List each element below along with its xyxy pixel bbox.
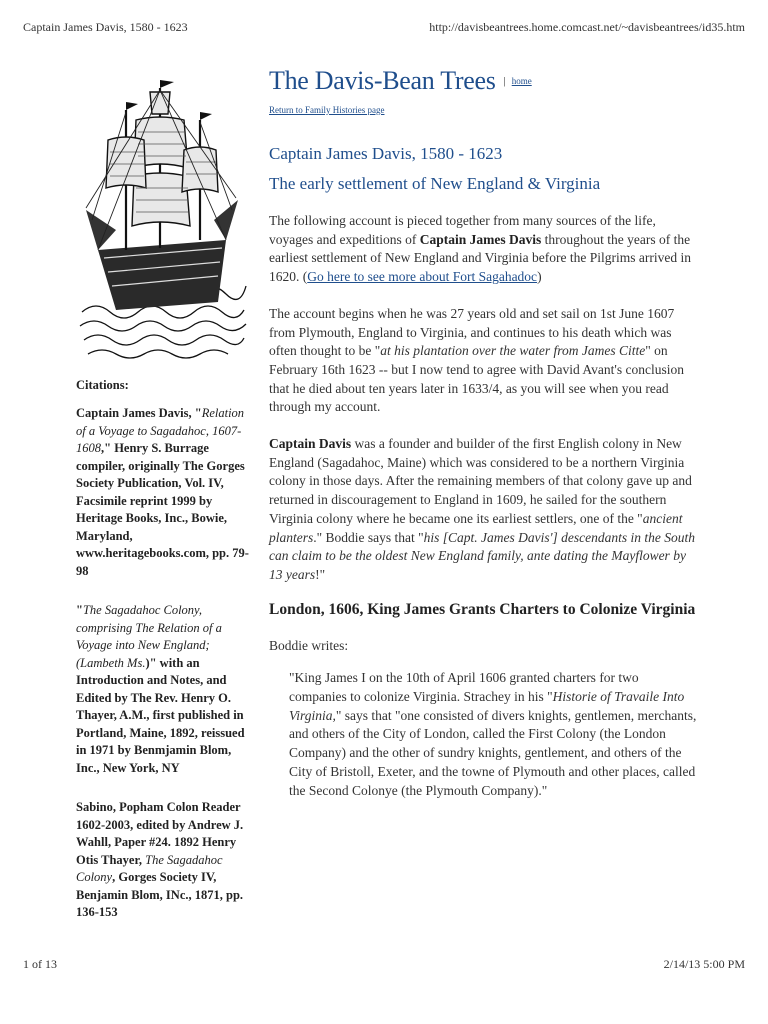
site-title: The Davis-Bean Trees bbox=[269, 66, 496, 95]
ancient-planters-italic: ancient planters bbox=[269, 510, 683, 545]
page-count: 1 of 13 bbox=[23, 957, 57, 971]
intro-text-a: The following account is pieced together from many sources of the life, voyages and expeditions of bbox=[269, 213, 656, 247]
citation-burrage-title: Relation of a Voyage to Sagadahoc, 1607-1608 bbox=[76, 406, 245, 455]
sailing-ship-woodcut-image bbox=[76, 80, 248, 364]
intro-name-bold: Captain James Davis bbox=[419, 231, 542, 247]
intro-text-c: ) bbox=[537, 269, 542, 285]
quote-text-b: " says that "one consisted of divers knights, gentlemen, merchants, and others of the City of London, called the First Colony (the London Company) and the other of sundry knights, gentlement, and others of the City of Bristoll, Exeter, and the towne of Plymouth and other places, called the Second Colonye (the Plymouth Company)." bbox=[289, 707, 697, 798]
print-footer bbox=[23, 957, 745, 973]
citation-sabino-part1: Sabino, Popham Colon Reader 1602-2003, edited by Andrew J. Wahll, Paper #24. 1892 Henry Otis Thayer, bbox=[76, 800, 244, 867]
quote-italic-title: Historie of Travaile Into Virginia, bbox=[289, 689, 685, 723]
account-paragraph bbox=[269, 305, 699, 417]
founder-text-b: ." Boddie says that " bbox=[313, 529, 424, 545]
main-content bbox=[269, 66, 699, 800]
print-datetime: 2/14/13 5:00 PM bbox=[663, 957, 745, 971]
site-header bbox=[269, 66, 699, 100]
page-subheading: The early settlement of New England & Virginia bbox=[269, 174, 601, 193]
founder-paragraph bbox=[269, 435, 699, 585]
quote-text-a: "King James I on the 10th of April 1606 granted charters for two companies to colonize Virginia. Strachey in his " bbox=[289, 670, 639, 705]
citation-burrage-rest: ," Henry S. Burrage compiler, originally The Gorges Society Publication, Vol. IV, Facsimile reprint 1999 by Heritage Books, Inc., Bowie, Maryland, www.heritagebooks.com, pp. 79-98 bbox=[76, 441, 249, 578]
founder-name-bold: Captain Davis bbox=[269, 436, 352, 452]
page-heading: Captain James Davis, 1580 - 1623 bbox=[269, 144, 503, 163]
charter-blockquote bbox=[289, 669, 699, 800]
account-text-b: " on February 16th 1623 -- but I now tend to agree with David Avant's conclusion that he died about ten years later in 1633/4, as you will see when you read through my account. bbox=[269, 343, 684, 415]
citation-thayer-title: The Sagadahoc Colony, comprising The Relation of a Voyage into New England; (Lambeth Ms. bbox=[76, 603, 222, 670]
title-separator: | bbox=[503, 75, 506, 87]
citation-burrage bbox=[76, 405, 250, 580]
print-header-url: http://davisbeantrees.home.comcast.net/~davisbeantrees/id35.htm bbox=[429, 20, 745, 34]
fort-sagahadoc-link[interactable]: Go here to see more about Fort Sagahadoc bbox=[307, 269, 538, 285]
founder-text-c: !" bbox=[315, 566, 326, 582]
citation-thayer bbox=[76, 602, 250, 777]
return-to-family-histories-link[interactable]: Return to Family Histories page bbox=[269, 105, 385, 115]
section-heading-london-1606: London, 1606, King James Grants Charters to Colonize Virginia bbox=[269, 600, 696, 618]
citation-sabino-title: The Sagadahoc Colony bbox=[76, 852, 223, 884]
boddie-writes-paragraph: Boddie writes: bbox=[269, 637, 349, 653]
citation-sabino-part2: , Gorges Society IV, Benjamin Blom, INc., 1871, pp. 136-153 bbox=[76, 870, 244, 919]
account-italic: at his plantation over the water from James Citte bbox=[380, 343, 646, 359]
print-header-title: Captain James Davis, 1580 - 1623 bbox=[23, 20, 188, 34]
account-text-a: The account begins when he was 27 years old and set sail on 1st June 1607 from Plymouth, England to Virginia, and continues to his death which was often thought to be " bbox=[269, 305, 675, 359]
citation-burrage-author: Captain James Davis, " bbox=[76, 406, 202, 420]
intro-text-b: throughout the years of the earliest settlement of New England and Virginia before the Pilgrims arrived in 1620. ( bbox=[269, 231, 691, 285]
citation-thayer-open: " bbox=[76, 603, 83, 617]
home-link[interactable]: home bbox=[511, 76, 532, 86]
founder-text-a: was a founder and builder of the first English colony in New England (Sagadahoc, Maine) which was considered to be a northern Virginia colony in those days. After the remaining members of that colony gave up and returned in discouragement to England in 1609, he sailed for the southern Virginia colony where he became one its earliest settlers, one of the " bbox=[269, 436, 692, 526]
intro-paragraph bbox=[269, 212, 699, 287]
citations-heading: Citations: bbox=[76, 378, 129, 392]
print-header bbox=[23, 20, 745, 36]
citation-sabino bbox=[76, 799, 250, 922]
citation-thayer-rest: )" with an Introduction and Notes, and Edited by The Rev. Henry O. Thayer, A.M., first published in Portland, Maine, 1892, reissued in 1971 by Benmjamin Blom, Inc., New York, NY bbox=[76, 655, 245, 775]
boddie-quote-italic: his [Capt. James Davis'] descendants in the South can claim to be the oldest New England family, ante dating the Mayflower by 13 years bbox=[269, 529, 696, 582]
sidebar bbox=[76, 80, 250, 944]
